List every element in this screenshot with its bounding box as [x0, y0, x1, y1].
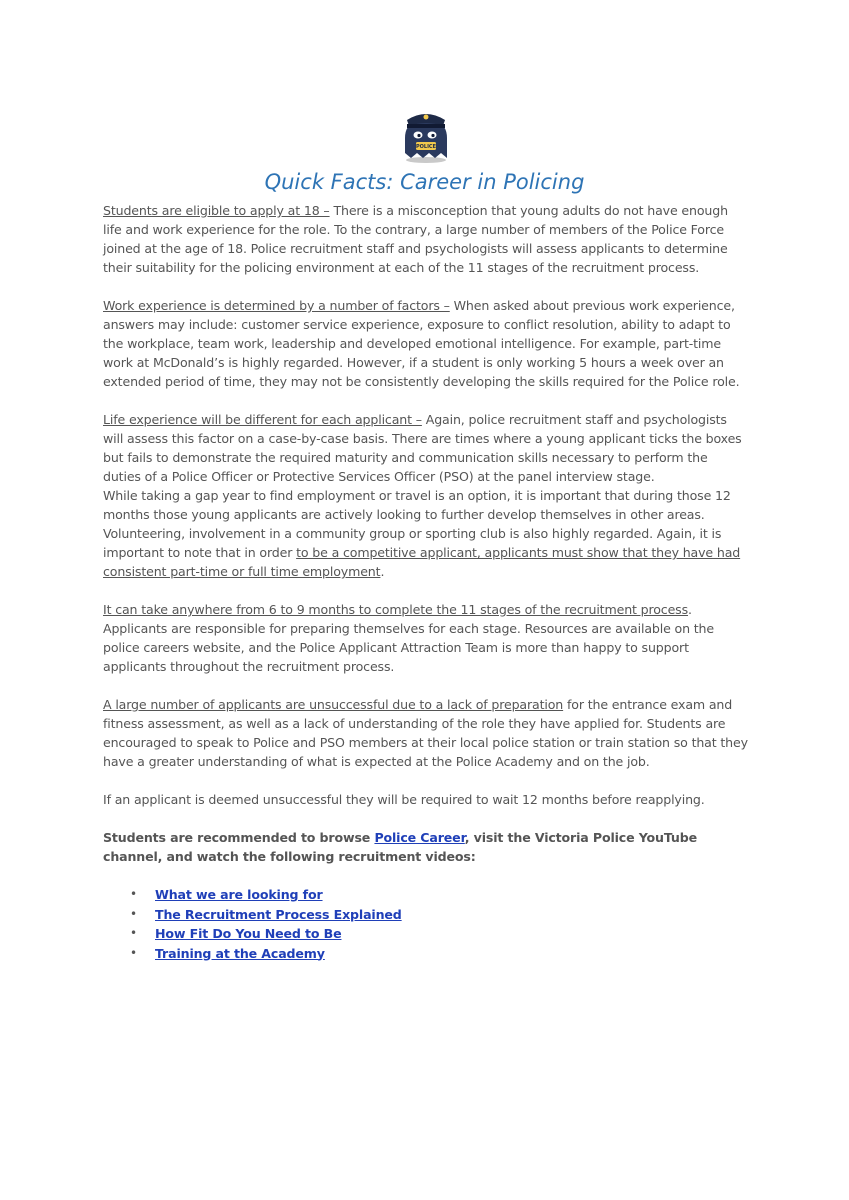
police-ghost-mascot-icon	[399, 108, 453, 164]
video-link-how-fit[interactable]: How Fit Do You Need to Be	[155, 926, 342, 941]
recommendation-before: Students are recommended to browse	[103, 830, 375, 845]
video-list	[103, 885, 748, 963]
bullet-icon: •	[130, 906, 137, 921]
section-work-experience	[103, 296, 748, 391]
section-body: Again, police recruitment staff and psychologists will assess this factor on a case-by-case basis. There are times where a young applicant ticks the boxes but fails to demonstrate the required maturity and communication skills necessary to perform the duties of a Police Officer or Protective Services Officer (PSO) at the panel interview stage.	[103, 412, 742, 484]
section-body: for the entrance exam and fitness assessment, as well as a lack of understanding of the role they have applied for. Students are encouraged to speak to Police and PSO members at their local police station or train station so that they have a greater understanding of what is expected at the Police Academy and on the job.	[103, 697, 748, 769]
list-item	[103, 905, 748, 925]
recommendation	[103, 828, 748, 866]
page-title: Quick Facts: Career in Policing	[264, 170, 585, 194]
section-continuation-end: .	[380, 564, 385, 579]
bullet-icon: •	[130, 926, 137, 940]
bullet-icon: •	[130, 945, 137, 960]
section-lead: Work experience is determined by a number of factors –	[103, 298, 450, 313]
reapply-note: If an applicant is deemed unsuccessful they will be required to wait 12 months before reapplying.	[103, 792, 705, 807]
document-body	[103, 201, 748, 963]
section-body: . Applicants are responsible for preparing themselves for each stage. Resources are available on the police careers website, and the Police Applicant Attraction Team is more than happy to support applicants throughout the recruitment process.	[103, 602, 714, 674]
section-lead: Life experience will be different for each applicant –	[103, 412, 422, 427]
list-item	[103, 944, 748, 964]
recommendation-after: , visit the Victoria Police YouTube channel, and watch the following recruitment videos:	[103, 830, 697, 864]
list-item	[103, 924, 748, 944]
video-link-training-academy[interactable]: Training at the Academy	[155, 945, 325, 961]
section-lead: Students are eligible to apply at 18 –	[103, 203, 330, 218]
section-preparation	[103, 695, 748, 771]
section-timeline	[103, 600, 748, 676]
video-link-what-we-are-looking-for[interactable]: What we are looking for	[155, 887, 323, 902]
section-lead: A large number of applicants are unsuccessful due to a lack of preparation	[103, 697, 564, 712]
logo-badge-text: POLICE	[415, 144, 437, 151]
bullet-icon: •	[130, 887, 137, 901]
section-body: When asked about previous work experience, answers may include: customer service experience, exposure to conflict resolution, ability to adapt to the workplace, team work, leadership and developed emotional intelligence. For example, part-time work at McDonald’s is highly regarded. However, if a student is only working 5 hours a week over an extended period of time, they may not be consistently developing the skills required for the Police role.	[103, 298, 740, 389]
section-life-experience	[103, 410, 748, 581]
list-item	[103, 885, 748, 905]
section-body: There is a misconception that young adults do not have enough life and work experience for the role. To the contrary, a large number of members of the Police Force joined at the age of 18. Police recruitment staff and psychologists will assess applicants to determine their suitability for the policing environment at each of the 11 stages of the recruitment process.	[103, 203, 728, 275]
video-link-recruitment-process[interactable]: The Recruitment Process Explained	[155, 906, 402, 922]
section-continuation: While taking a gap year to find employment or travel is an option, it is important that during those 12 months those young applicants are actively looking to further develop themselves in other areas. Volunteering, involvement in a community group or sporting club is also highly regarded. Again, it is important to note that in order	[103, 488, 731, 560]
section-eligibility	[103, 201, 748, 277]
section-lead: It can take anywhere from 6 to 9 months to complete the 11 stages of the recruitment process	[103, 602, 689, 617]
police-career-link[interactable]: Police Career	[374, 830, 465, 845]
section-continuation-underlined: to be a competitive applicant, applicants must show that they have had consistent part-time or full time employment	[103, 545, 741, 579]
